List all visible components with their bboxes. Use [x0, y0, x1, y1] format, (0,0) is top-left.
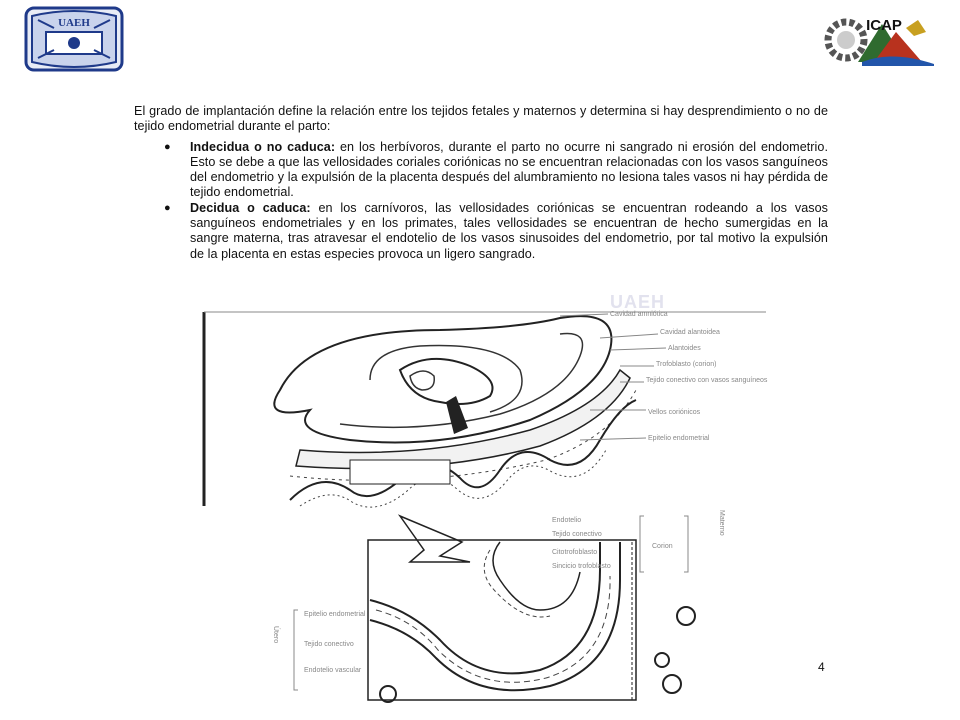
list-item — [134, 140, 828, 201]
label-utero: Útero — [272, 626, 279, 644]
label-tejido-conectivo-2: Tejido conectivo — [552, 531, 602, 538]
definition-decidua: en los carnívoros, las vellosidades coriónicas se encuentran rodeando a los vasos sanguíneos endometriales y en los primates, tales vellosidades se encuentran de hecho sumergidas en la sangre materna, tras atravesar el endotelio de los vasos sinusoides del endometrio, por tal motivo la expulsión de la placenta en estas especies provoca un ligero sangrado. — [190, 200, 828, 261]
label-cavidad-alantoidea: Cavidad alantoidea — [660, 329, 720, 336]
label-endotelio: Endotelio — [552, 517, 582, 524]
upper-labels — [560, 311, 768, 442]
label-tejido-conectivo: Tejido conectivo con vasos sanguíneos — [646, 377, 768, 384]
watermark: UAEH — [610, 292, 666, 312]
lower-left-labels — [272, 610, 366, 690]
uaeh-logo-text: UAEH — [58, 17, 90, 29]
page-number: 4 — [818, 660, 825, 674]
icap-logo-text: ICAP — [866, 17, 902, 34]
label-tejido-conectivo-3: Tejido conectivo — [304, 641, 354, 648]
lower-right-labels — [552, 510, 725, 572]
label-sincicio: Sincicio trofoblasto — [552, 563, 611, 570]
label-materno: Materno — [718, 510, 725, 536]
icap-logo — [822, 10, 938, 68]
term-decidua: Decidua o caduca: — [190, 200, 311, 215]
label-trofoblasto: Trofoblasto (corion) — [656, 361, 717, 368]
label-endotelio-vascular: Endotelio vascular — [304, 667, 362, 674]
list-item — [134, 201, 828, 262]
label-epitelio-endometrial: Epitelio endometrial — [304, 611, 366, 618]
label-epitelio: Epitelio endometrial — [648, 435, 710, 442]
uaeh-logo — [24, 6, 124, 72]
bullet-icon: ● — [164, 140, 171, 153]
label-vellos: Vellos coriónicos — [648, 409, 701, 416]
zoom-arrow-icon — [400, 516, 470, 562]
implantation-list — [134, 140, 828, 262]
label-alantoides: Alantoides — [668, 345, 701, 352]
document-body — [134, 104, 828, 262]
label-cavidad-amniotica: Cavidad amniótica — [610, 311, 668, 318]
label-citotrofoblasto: Citotrofoblasto — [552, 549, 598, 556]
bullet-icon: ● — [164, 201, 171, 214]
label-corion: Corion — [652, 543, 673, 550]
placenta-diagram — [200, 310, 768, 705]
definition-indecidua: en los herbívoros, durante el parto no ocurre ni sangrado ni erosión del endometrio. Esto se debe a que las vellosidades coriales coriónicas no se encuentran relacionadas con los vasos sanguíneos del endometrio y la expulsión de la placenta después del alumbramiento no lesiona tales vasos ni hay pérdida de tejido endometrial. — [190, 139, 828, 200]
intro-paragraph: El grado de implantación define la relación entre los tejidos fetales y maternos y determina si hay desprendimiento o no de tejido endometrial durante el parto: — [134, 104, 828, 134]
term-indecidua: Indecidua o no caduca: — [190, 139, 336, 154]
